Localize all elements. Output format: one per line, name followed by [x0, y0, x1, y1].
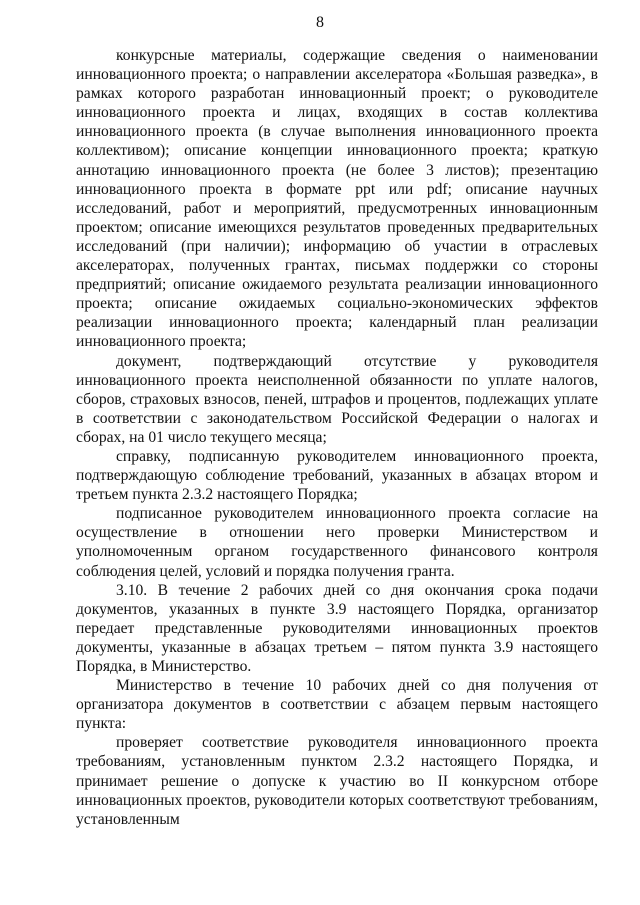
paragraph-clause-3-10: 3.10. В течение 2 рабочих дней со дня окончания срока подачи документов, указанных в пункте 3.9 настоящего Порядка, организатор передает представленные руководителями инновационных проектов документы, указанные в абзацах третьем – пятом пункта 3.9 настоящего Порядка, в Министерство. [76, 581, 598, 675]
paragraph-tax-document: документ, подтверждающий отсутствие у руководителя инновационного проекта неисполненной обязанности по уплате налогов, сборов, страховых взносов, пеней, штрафов и процентов, подлежащих уплате в соответствии с законодательством Российской Федерации о налогах и сборах, на 01 число текущего месяца; [76, 352, 598, 446]
paragraph-consent: подписанное руководителем инновационного проекта согласие на осуществление в отношении него проверки Министерством и уполномоченным органом государственного финансового контроля соблюдения целей, условий и порядка получения гранта. [76, 505, 598, 580]
paragraph-checks-compliance: проверяет соответствие руководителя инновационного проекта требованиям, установленным пунктом 2.3.2 настоящего Порядка, и принимает решение о допуске к участию во II конкурсном отборе инновационных проектов, руководители которых соответствуют требованиям, установленным [76, 734, 598, 828]
document-body [76, 46, 598, 829]
paragraph-certificate: справку, подписанную руководителем инновационного проекта, подтверждающую соблюдение требований, указанных в абзацах втором и третьем пункта 2.3.2 настоящего Порядка; [76, 447, 598, 504]
paragraph-competition-materials: конкурсные материалы, содержащие сведения о наименовании инновационного проекта; о направлении акселератора «Большая разведка», в рамках которого разработан инновационный проект; о руководителе инновационного проекта и лицах, входящих в состав коллектива инновационного проекта (в случае выполнения инновационного проекта коллективом); описание концепции инновационного проекта; краткую аннотацию инновационного проекта (не более 3 листов); презентацию инновационного проекта в формате ppt или pdf; описание научных исследований, работ и мероприятий, предусмотренных инновационным проектом; описание имеющихся результатов проведенных предварительных исследований (при наличии); информацию об участии в отраслевых акселераторах, полученных грантах, письмах поддержки со стороны предприятий; описание ожидаемого результата реализации инновационного проекта; описание ожидаемых социально-экономических эффектов реализации инновационного проекта; календарный план реализации инновационного проекта; [76, 47, 598, 351]
page-number: 8 [316, 14, 324, 31]
paragraph-ministry-review: Министерство в течение 10 рабочих дней со дня получения от организатора документов в соответствии с абзацем первым настоящего пункта: [76, 677, 598, 733]
